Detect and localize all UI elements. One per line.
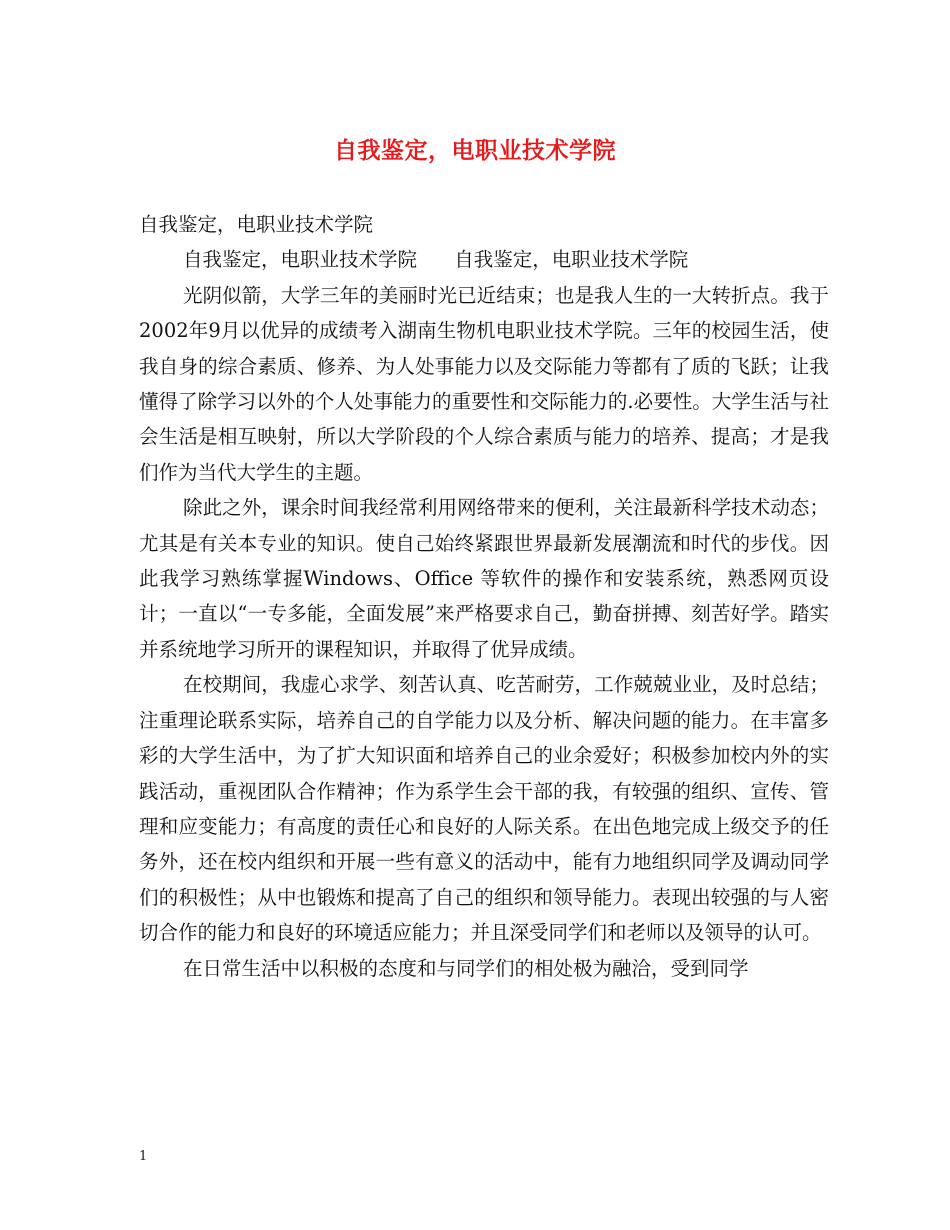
body-paragraph: 在日常生活中以积极的态度和与同学们的相处极为融洽，受到同学: [183, 956, 749, 980]
document-subtitle: 自我鉴定，电职业技术学院: [139, 213, 374, 236]
page-number: 1: [139, 1149, 148, 1164]
body-paragraph: 除此之外，课余时间我经常利用网络带来的便利，关注最新科学技术动态；尤其是有关本专业的知识。使自己始终紧跟世界最新发展潮流和时代的步伐。因此我学习熟练掌握Windows、Office 等软件的操作和安装系统，熟悉网页设计；一直以“一专多能，全面发展”来严格要求自己，勤奋拼搏、刻苦好学。踏实并系统地学习所开的课程知识，并取得了优异成绩。: [139, 496, 829, 661]
body-paragraph: 在校期间，我虚心求学、刻苦认真、吃苦耐劳，工作兢兢业业，及时总结；注重理论联系实际，培养自己的自学能力以及分析、解决问题的能力。在丰富多彩的大学生活中，为了扩大知识面和培养自己的业余爱好；积极参加校内外的实践活动，重视团队合作精神；作为系学生会干部的我，有较强的组织、宣传、管理和应变能力；有高度的责任心和良好的人际关系。在出色地完成上级交予的任务外，还在校内组织和开展一些有意义的活动中，能有力地组织同学及调动同学们的积极性；从中也锻炼和提高了自己的组织和领导能力。表现出较强的与人密切合作的能力和良好的环境适应能力；并且深受同学们和老师以及领导的认可。: [139, 673, 829, 945]
body-paragraph: 光阴似箭，大学三年的美丽时光已近结束；也是我人生的一大转折点。我于2002年9月以优异的成绩考入湖南生物机电职业技术学院。三年的校园生活，使我自身的综合素质、修养、为人处事能力以及交际能力等都有了质的飞跃；让我懂得了除学习以外的个人处事能力的重要性和交际能力的.必要性。大学生活与社会生活是相互映射，所以大学阶段的个人综合素质与能力的培养、提高；才是我们作为当代大学生的主题。: [139, 283, 829, 484]
reference-line: 自我鉴定，电职业技术学院 自我鉴定，电职业技术学院: [183, 248, 689, 272]
document-body: [139, 207, 829, 986]
document-title: 自我鉴定，电职业技术学院: [334, 137, 616, 164]
